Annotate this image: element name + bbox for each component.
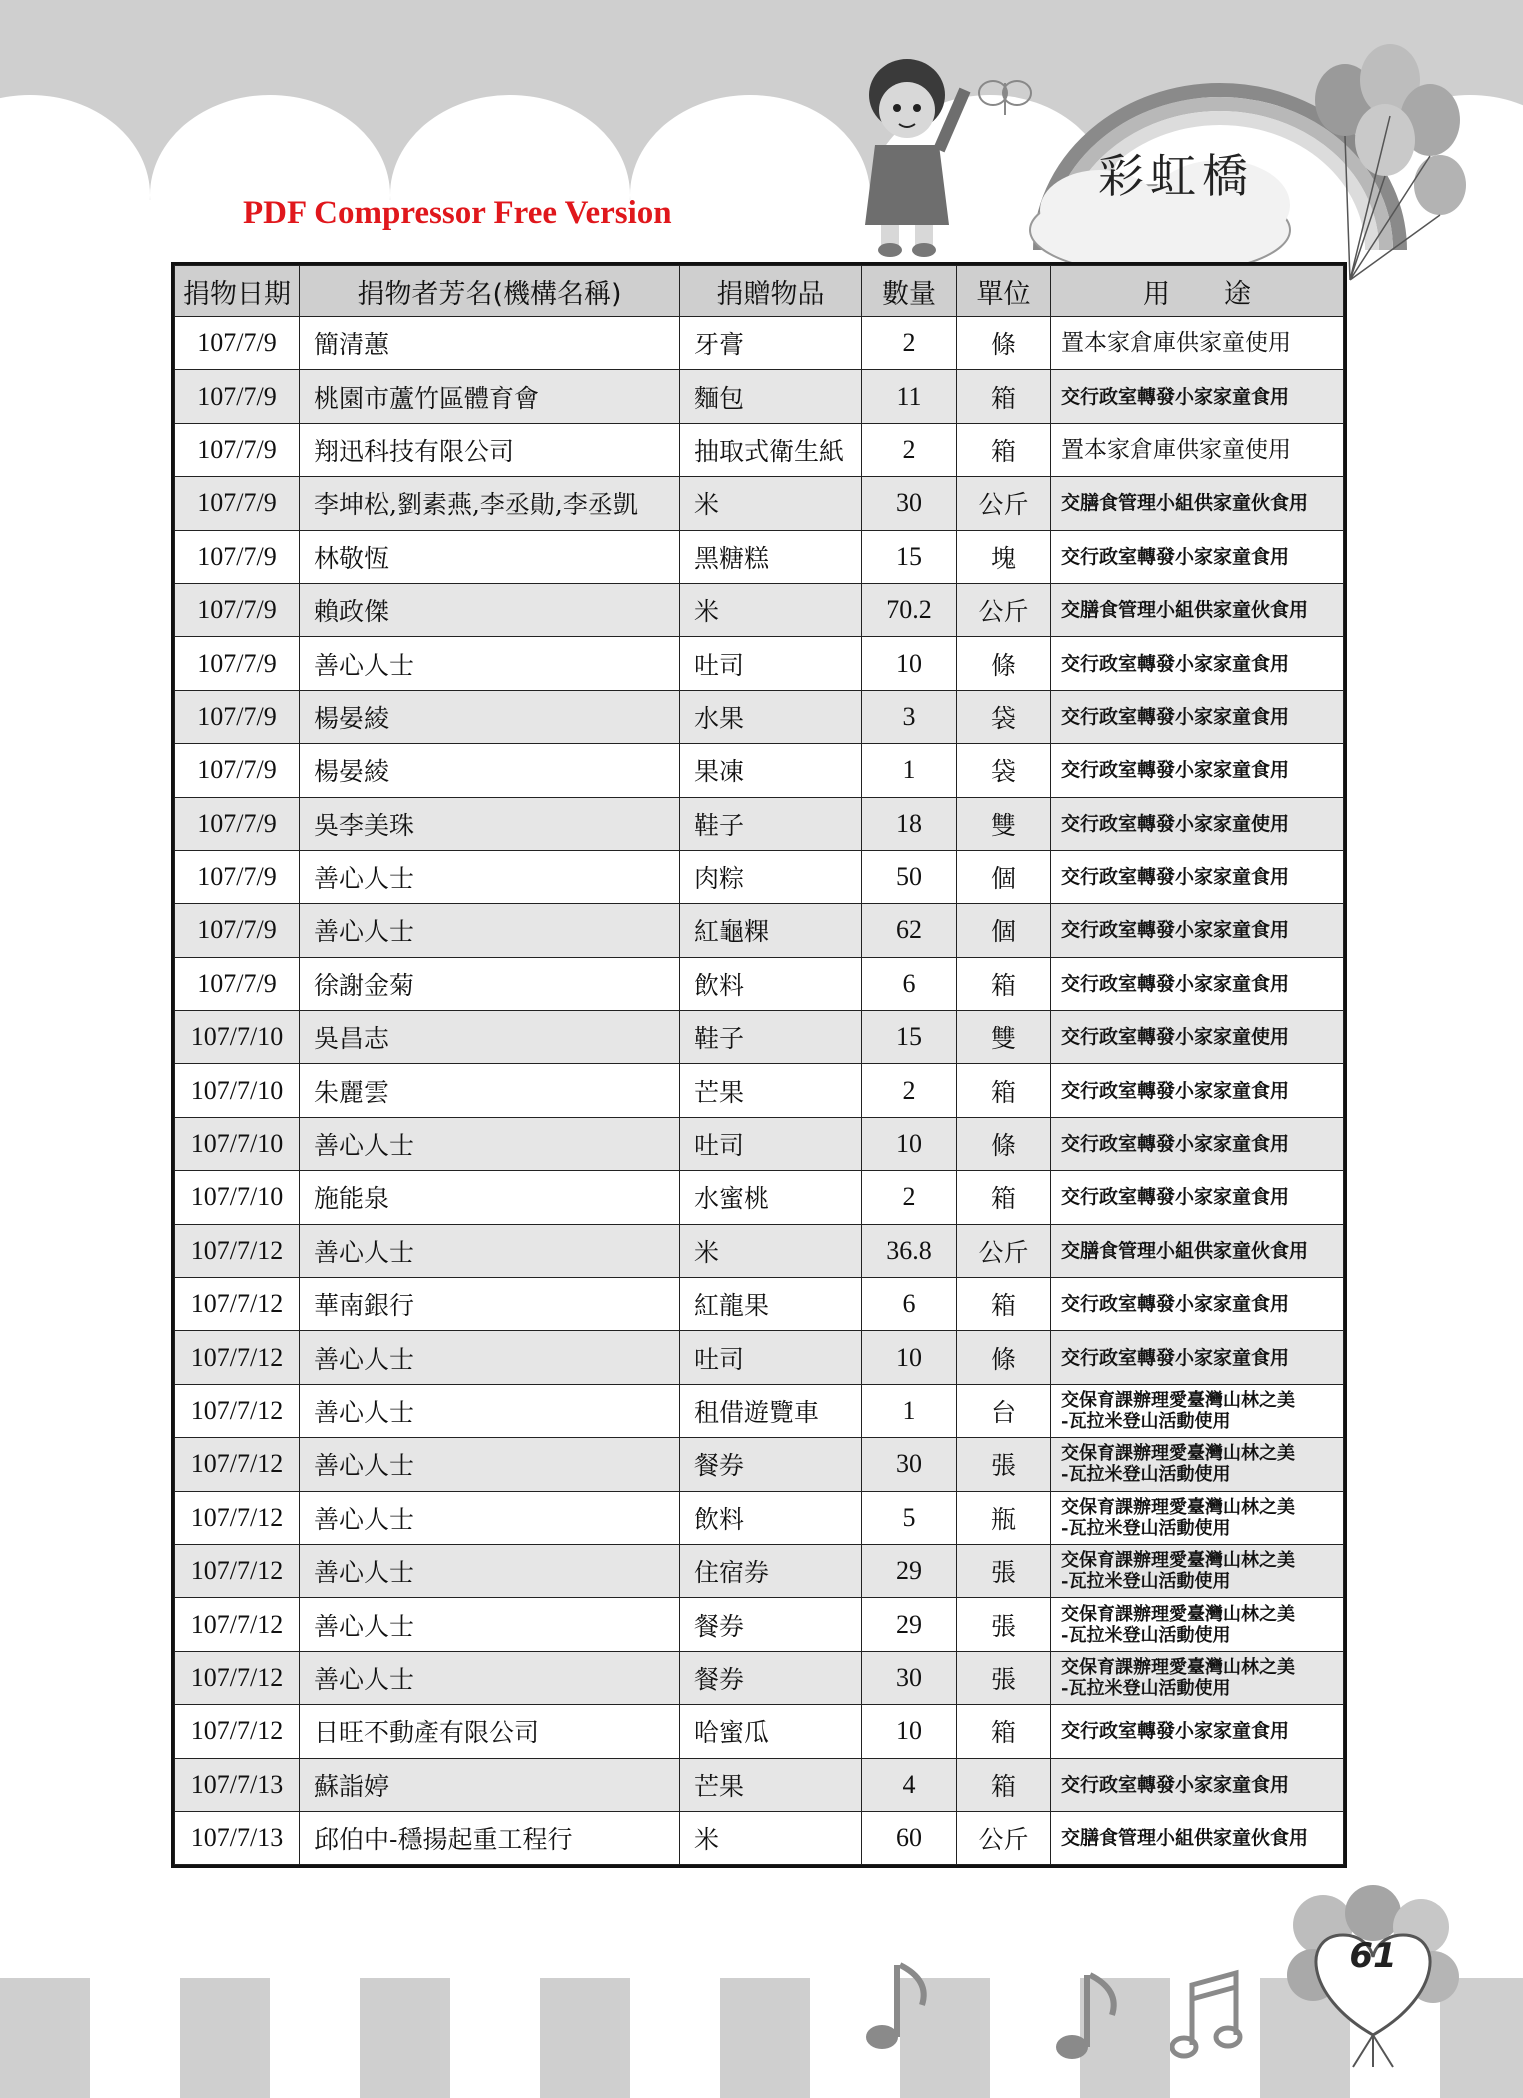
cell-date: 107/7/9	[175, 744, 300, 797]
cell-usage: 交膳食管理小組供家童伙食用	[1051, 477, 1344, 530]
cell-donor: 善心人士	[300, 1491, 680, 1544]
cell-usage: 交行政室轉發小家家童食用	[1051, 1117, 1344, 1170]
cell-quantity: 4	[862, 1758, 957, 1811]
cell-item: 米	[680, 1224, 862, 1277]
cell-unit: 箱	[957, 1171, 1051, 1224]
cell-usage: 置本家倉庫供家童使用	[1051, 423, 1344, 476]
cell-item: 吐司	[680, 637, 862, 690]
cell-item: 住宿券	[680, 1544, 862, 1597]
cell-item: 水果	[680, 690, 862, 743]
cell-donor: 簡清蕙	[300, 317, 680, 370]
cell-quantity: 36.8	[862, 1224, 957, 1277]
cell-date: 107/7/12	[175, 1651, 300, 1704]
cell-donor: 善心人士	[300, 637, 680, 690]
cell-quantity: 30	[862, 1651, 957, 1704]
cell-unit: 條	[957, 1331, 1051, 1384]
cell-unit: 張	[957, 1651, 1051, 1704]
cell-quantity: 10	[862, 637, 957, 690]
cell-quantity: 5	[862, 1491, 957, 1544]
table-row	[175, 317, 1344, 370]
cell-item: 黑糖糕	[680, 530, 862, 583]
cell-quantity: 10	[862, 1117, 957, 1170]
butterfly-icon	[975, 75, 1035, 120]
cell-quantity: 62	[862, 904, 957, 957]
cell-usage: 交行政室轉發小家家童食用	[1051, 1064, 1344, 1117]
cell-quantity: 15	[862, 1011, 957, 1064]
header-unit: 單位	[957, 266, 1051, 317]
cell-quantity: 6	[862, 957, 957, 1010]
cell-date: 107/7/9	[175, 797, 300, 850]
cell-date: 107/7/10	[175, 1064, 300, 1117]
table-row	[175, 1331, 1344, 1384]
cell-usage: 交膳食管理小組供家童伙食用	[1051, 1811, 1344, 1864]
cell-quantity: 10	[862, 1331, 957, 1384]
pdf-watermark: PDF Compressor Free Version	[243, 195, 672, 231]
cell-item: 米	[680, 583, 862, 636]
cell-usage: 交行政室轉發小家家童食用	[1051, 690, 1344, 743]
cell-donor: 楊晏綾	[300, 744, 680, 797]
cell-date: 107/7/12	[175, 1491, 300, 1544]
cell-donor: 善心人士	[300, 1651, 680, 1704]
cell-quantity: 3	[862, 690, 957, 743]
cell-date: 107/7/13	[175, 1811, 300, 1864]
cell-quantity: 2	[862, 317, 957, 370]
cell-donor: 翔迅科技有限公司	[300, 423, 680, 476]
cell-item: 吐司	[680, 1117, 862, 1170]
cell-usage: 交保育課辦理愛臺灣山林之美 -瓦拉米登山活動使用	[1051, 1384, 1344, 1437]
cell-quantity: 29	[862, 1544, 957, 1597]
cell-quantity: 11	[862, 370, 957, 423]
cell-usage: 交膳食管理小組供家童伙食用	[1051, 1224, 1344, 1277]
cell-usage: 交行政室轉發小家家童食用	[1051, 637, 1344, 690]
table-row	[175, 850, 1344, 903]
cell-date: 107/7/12	[175, 1598, 300, 1651]
cell-item: 牙膏	[680, 317, 862, 370]
cell-date: 107/7/9	[175, 637, 300, 690]
donation-table	[171, 262, 1347, 1868]
table-row	[175, 797, 1344, 850]
table-row	[175, 1224, 1344, 1277]
cell-item: 飲料	[680, 1491, 862, 1544]
cell-date: 107/7/9	[175, 530, 300, 583]
cell-quantity: 15	[862, 530, 957, 583]
cell-donor: 賴政傑	[300, 583, 680, 636]
cell-item: 哈蜜瓜	[680, 1705, 862, 1758]
table-row	[175, 744, 1344, 797]
header-usage: 用 途	[1051, 266, 1344, 317]
double-music-note-icon	[1170, 1965, 1250, 2065]
cell-date: 107/7/12	[175, 1438, 300, 1491]
cell-usage: 交行政室轉發小家家童食用	[1051, 904, 1344, 957]
cell-date: 107/7/13	[175, 1758, 300, 1811]
cell-quantity: 29	[862, 1598, 957, 1651]
table-row	[175, 1064, 1344, 1117]
table-row	[175, 1384, 1344, 1437]
cell-date: 107/7/12	[175, 1331, 300, 1384]
table-row	[175, 423, 1344, 476]
cell-item: 肉粽	[680, 850, 862, 903]
cell-donor: 邱伯中-穩揚起重工程行	[300, 1811, 680, 1864]
cell-date: 107/7/12	[175, 1278, 300, 1331]
cell-donor: 善心人士	[300, 850, 680, 903]
cell-usage: 交行政室轉發小家家童食用	[1051, 1331, 1344, 1384]
cell-unit: 張	[957, 1598, 1051, 1651]
table-row	[175, 583, 1344, 636]
cell-quantity: 70.2	[862, 583, 957, 636]
cell-item: 餐券	[680, 1651, 862, 1704]
cell-donor: 日旺不動產有限公司	[300, 1705, 680, 1758]
table-row	[175, 370, 1344, 423]
table-row	[175, 477, 1344, 530]
cell-usage: 交行政室轉發小家家童食用	[1051, 1758, 1344, 1811]
cell-date: 107/7/10	[175, 1011, 300, 1064]
cell-usage: 交行政室轉發小家家童食用	[1051, 1278, 1344, 1331]
cell-date: 107/7/9	[175, 370, 300, 423]
balloons-icon	[1290, 40, 1490, 290]
cell-item: 吐司	[680, 1331, 862, 1384]
cell-unit: 袋	[957, 744, 1051, 797]
cell-date: 107/7/9	[175, 904, 300, 957]
cell-donor: 善心人士	[300, 1384, 680, 1437]
cell-donor: 善心人士	[300, 1224, 680, 1277]
cell-usage: 交保育課辦理愛臺灣山林之美 -瓦拉米登山活動使用	[1051, 1651, 1344, 1704]
cell-donor: 桃園市蘆竹區體育會	[300, 370, 680, 423]
cell-unit: 個	[957, 850, 1051, 903]
cell-date: 107/7/9	[175, 423, 300, 476]
cell-unit: 個	[957, 904, 1051, 957]
table-row	[175, 1811, 1344, 1864]
cell-date: 107/7/9	[175, 583, 300, 636]
cell-unit: 箱	[957, 957, 1051, 1010]
cell-unit: 張	[957, 1544, 1051, 1597]
table-header-row	[175, 266, 1344, 317]
cell-unit: 袋	[957, 690, 1051, 743]
cell-unit: 公斤	[957, 583, 1051, 636]
cell-usage: 交保育課辦理愛臺灣山林之美 -瓦拉米登山活動使用	[1051, 1598, 1344, 1651]
cell-donor: 吳李美珠	[300, 797, 680, 850]
cell-item: 果凍	[680, 744, 862, 797]
cell-unit: 箱	[957, 423, 1051, 476]
cell-donor: 李坤松,劉素燕,李丞勛,李丞凱	[300, 477, 680, 530]
cell-date: 107/7/12	[175, 1705, 300, 1758]
cell-usage: 交保育課辦理愛臺灣山林之美 -瓦拉米登山活動使用	[1051, 1491, 1344, 1544]
cell-unit: 瓶	[957, 1491, 1051, 1544]
table-row	[175, 530, 1344, 583]
cell-donor: 善心人士	[300, 1438, 680, 1491]
cell-item: 抽取式衛生紙	[680, 423, 862, 476]
cell-item: 紅龍果	[680, 1278, 862, 1331]
cell-quantity: 6	[862, 1278, 957, 1331]
cell-item: 餐券	[680, 1598, 862, 1651]
cell-unit: 箱	[957, 1064, 1051, 1117]
cell-unit: 公斤	[957, 1811, 1051, 1864]
cell-donor: 華南銀行	[300, 1278, 680, 1331]
cell-item: 飲料	[680, 957, 862, 1010]
cell-quantity: 30	[862, 1438, 957, 1491]
header-quantity: 數量	[862, 266, 957, 317]
cell-donor: 善心人士	[300, 1544, 680, 1597]
cell-unit: 公斤	[957, 1224, 1051, 1277]
cell-unit: 箱	[957, 1758, 1051, 1811]
cell-unit: 箱	[957, 1705, 1051, 1758]
cell-item: 租借遊覽車	[680, 1384, 862, 1437]
cell-donor: 施能泉	[300, 1171, 680, 1224]
cell-date: 107/7/10	[175, 1171, 300, 1224]
cell-donor: 徐謝金菊	[300, 957, 680, 1010]
header-date: 捐物日期	[175, 266, 300, 317]
cell-item: 米	[680, 1811, 862, 1864]
banner-title: 彩虹橋	[1098, 149, 1254, 203]
cell-date: 107/7/9	[175, 957, 300, 1010]
cell-item: 麵包	[680, 370, 862, 423]
cell-date: 107/7/12	[175, 1384, 300, 1437]
cell-donor: 吳昌志	[300, 1011, 680, 1064]
cell-donor: 蘇詣婷	[300, 1758, 680, 1811]
cell-date: 107/7/12	[175, 1224, 300, 1277]
table-row	[175, 957, 1344, 1010]
music-note-icon	[860, 1955, 940, 2055]
cell-donor: 楊晏綾	[300, 690, 680, 743]
cell-quantity: 1	[862, 1384, 957, 1437]
cell-unit: 條	[957, 1117, 1051, 1170]
cell-usage: 交行政室轉發小家家童食用	[1051, 957, 1344, 1010]
music-note-icon	[1050, 1965, 1130, 2065]
cell-usage: 交行政室轉發小家家童食用	[1051, 1705, 1344, 1758]
cell-donor: 朱麗雲	[300, 1064, 680, 1117]
cell-donor: 善心人士	[300, 1117, 680, 1170]
cell-date: 107/7/9	[175, 850, 300, 903]
table-row	[175, 1705, 1344, 1758]
table-row	[175, 1758, 1344, 1811]
cell-item: 芒果	[680, 1758, 862, 1811]
table-row	[175, 1651, 1344, 1704]
cell-unit: 箱	[957, 370, 1051, 423]
cell-usage: 交行政室轉發小家家童使用	[1051, 797, 1344, 850]
cell-quantity: 2	[862, 1064, 957, 1117]
cell-quantity: 1	[862, 744, 957, 797]
cell-donor: 善心人士	[300, 1598, 680, 1651]
cell-item: 鞋子	[680, 1011, 862, 1064]
table-row	[175, 690, 1344, 743]
cell-usage: 交行政室轉發小家家童食用	[1051, 1171, 1344, 1224]
cell-usage: 交保育課辦理愛臺灣山林之美 -瓦拉米登山活動使用	[1051, 1438, 1344, 1491]
cell-unit: 台	[957, 1384, 1051, 1437]
table-row	[175, 1278, 1344, 1331]
cell-unit: 塊	[957, 530, 1051, 583]
heart-balloons-icon	[1283, 1885, 1463, 2070]
cell-quantity: 30	[862, 477, 957, 530]
table-row	[175, 904, 1344, 957]
cell-quantity: 18	[862, 797, 957, 850]
cell-usage: 交行政室轉發小家家童食用	[1051, 744, 1344, 797]
cell-date: 107/7/10	[175, 1117, 300, 1170]
table-row	[175, 1438, 1344, 1491]
cell-donor: 善心人士	[300, 904, 680, 957]
table-row	[175, 1117, 1344, 1170]
cell-usage: 交保育課辦理愛臺灣山林之美 -瓦拉米登山活動使用	[1051, 1544, 1344, 1597]
table-row	[175, 637, 1344, 690]
cell-date: 107/7/9	[175, 477, 300, 530]
header-donor: 捐物者芳名(機構名稱)	[300, 266, 680, 317]
header-item: 捐贈物品	[680, 266, 862, 317]
cell-quantity: 60	[862, 1811, 957, 1864]
cell-unit: 張	[957, 1438, 1051, 1491]
table-row	[175, 1491, 1344, 1544]
child-illustration	[845, 50, 975, 260]
table-row	[175, 1171, 1344, 1224]
cell-item: 鞋子	[680, 797, 862, 850]
cell-donor: 林敬恆	[300, 530, 680, 583]
cell-unit: 雙	[957, 1011, 1051, 1064]
cell-item: 芒果	[680, 1064, 862, 1117]
cell-usage: 交行政室轉發小家家童食用	[1051, 850, 1344, 903]
cell-usage: 交行政室轉發小家家童食用	[1051, 530, 1344, 583]
cell-item: 水蜜桃	[680, 1171, 862, 1224]
cell-donor: 善心人士	[300, 1331, 680, 1384]
cell-usage: 交行政室轉發小家家童食用	[1051, 370, 1344, 423]
cell-unit: 公斤	[957, 477, 1051, 530]
cell-unit: 條	[957, 317, 1051, 370]
table-row	[175, 1598, 1344, 1651]
cell-quantity: 50	[862, 850, 957, 903]
cell-usage: 置本家倉庫供家童使用	[1051, 317, 1344, 370]
cell-unit: 箱	[957, 1278, 1051, 1331]
cell-date: 107/7/12	[175, 1544, 300, 1597]
cell-item: 米	[680, 477, 862, 530]
cell-unit: 條	[957, 637, 1051, 690]
table-row	[175, 1011, 1344, 1064]
cell-usage: 交膳食管理小組供家童伙食用	[1051, 583, 1344, 636]
cell-unit: 雙	[957, 797, 1051, 850]
cell-date: 107/7/9	[175, 690, 300, 743]
table-row	[175, 1544, 1344, 1597]
cell-item: 紅龜粿	[680, 904, 862, 957]
cell-quantity: 2	[862, 423, 957, 476]
cell-quantity: 10	[862, 1705, 957, 1758]
cell-usage: 交行政室轉發小家家童使用	[1051, 1011, 1344, 1064]
cell-date: 107/7/9	[175, 317, 300, 370]
cell-item: 餐券	[680, 1438, 862, 1491]
page-number: 61	[1349, 1936, 1397, 1976]
cell-quantity: 2	[862, 1171, 957, 1224]
